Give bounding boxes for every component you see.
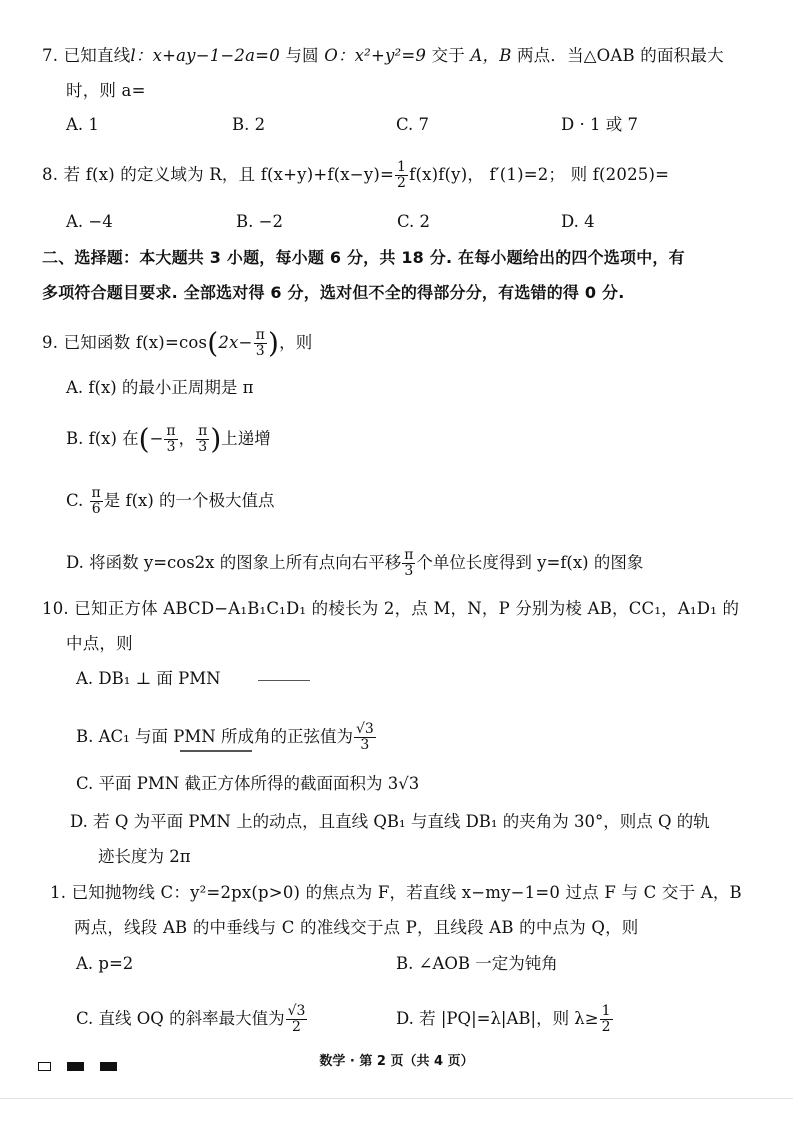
q9-text: ，则 xyxy=(279,333,313,352)
paren-right: ) xyxy=(210,422,222,456)
fraction-denominator: 3 xyxy=(360,737,370,753)
q7-text: 两点．当△OAB 的面积最大 xyxy=(516,46,724,65)
q8-number: 8. xyxy=(42,165,59,184)
fraction-numerator: √3 xyxy=(355,721,374,737)
fraction-numerator: π xyxy=(91,485,101,501)
fraction-denominator: 3 xyxy=(404,563,414,579)
q9-optb-text: B. f(x) 在 xyxy=(66,429,139,448)
q11-stem-line1 xyxy=(50,881,742,905)
q8-fraction xyxy=(395,160,408,191)
page-footer: 数学 · 第 2 页（共 4 页） xyxy=(319,1054,474,1069)
q10-option-c: C. 平面 PMN 截正方体所得的截面面积为 3√3 xyxy=(76,774,420,793)
section2-heading-line2: 多项符合题目要求. 全部选对得 6 分，选对但不全的得部分分，有选错的得 0 分. xyxy=(42,283,625,302)
q8-text: 则 f(2025)= xyxy=(570,165,670,184)
q7-option-b: B. 2 xyxy=(232,115,266,134)
q8-option-a: A. −4 xyxy=(66,212,113,231)
q9-option-a: A. f(x) 的最小正周期是 π xyxy=(66,378,254,397)
q7-number: 7. xyxy=(42,46,59,65)
q9-text: 已知函数 f(x)=cos xyxy=(63,333,208,352)
fraction-numerator: π xyxy=(198,423,208,439)
section2-heading-line1: 二、选择题：本大题共 3 小题，每小题 6 分，共 18 分. 在每小题给出的四个选项中，有 xyxy=(42,248,685,267)
bottom-rule xyxy=(0,1098,793,1099)
q9-optb-text: 上递增 xyxy=(221,429,271,448)
q9-inner: 2x− xyxy=(218,333,253,352)
q9-option-b: B. f(x) 在(− $\frac{\pi}{3}$ ， $\frac{\pi}{3}$ )上递增 xyxy=(66,422,271,456)
q7-stem-line2: 时，则 a= xyxy=(66,81,146,100)
q11-text: 已知抛物线 C：y²=2px(p>0) 的焦点为 F，若直线 x−my−1=0 过点 F 与 C 交于 A，B xyxy=(71,883,742,902)
fraction-numerator: √3 xyxy=(287,1003,306,1019)
fraction-denominator: 3 xyxy=(166,439,176,455)
q7-option-a: A. 1 xyxy=(66,115,99,134)
q11-stem-line2: 两点，线段 AB 的中垂线与 C 的准线交于点 P，且线段 AB 的中点为 Q，则 xyxy=(74,918,639,937)
q7-option-d: D · 1 或 7 xyxy=(561,115,638,134)
q8-condition: f′(1)=2； xyxy=(489,165,566,184)
fraction-denominator: 6 xyxy=(91,501,101,517)
q9-optb-frac2 xyxy=(196,424,209,455)
q9-option-c xyxy=(66,486,275,517)
q9-optd-text: D. 将函数 y=cos2x 的图象上所有点向右平移 xyxy=(66,553,402,572)
q7-text: 与圆 xyxy=(285,46,319,65)
q7-text: 交于 xyxy=(431,46,465,65)
q8-text: 若 f(x) 的定义域为 R，且 f(x+y)+f(x−y)= xyxy=(63,165,395,184)
fraction-numerator: π xyxy=(255,327,265,343)
q9-optb-frac1 xyxy=(164,424,177,455)
q7-text: 已知直线 xyxy=(63,46,131,65)
q7-circle-equation: O：x²+y²=9 xyxy=(324,46,427,65)
q10-optb-text: B. AC₁ 与面 PMN 所成角的正弦值为 xyxy=(76,727,353,746)
fraction-denominator: 2 xyxy=(397,175,407,191)
q9-optc-frac xyxy=(90,486,103,517)
q7-stem-line1 xyxy=(42,44,724,68)
q7-points: A，B xyxy=(470,46,512,65)
q11-option-a: A. p=2 xyxy=(76,954,134,973)
fraction-denominator: 3 xyxy=(198,439,208,455)
q10-number: 10. xyxy=(42,599,69,618)
fraction-denominator: 2 xyxy=(292,1019,301,1035)
scratch-mark xyxy=(258,680,310,681)
fraction-numerator: 1 xyxy=(397,159,407,175)
q9-optc-text: C. xyxy=(66,491,84,510)
fraction-numerator: π xyxy=(166,423,176,439)
q9-optd-frac xyxy=(402,548,415,579)
q9-number: 9. xyxy=(42,333,59,352)
q11-optc-frac xyxy=(286,1004,308,1035)
q11-optc-text: C. 直线 OQ 的斜率最大值为 xyxy=(76,1009,285,1028)
q7-option-c: C. 7 xyxy=(396,115,430,134)
q10-option-b xyxy=(76,722,377,753)
q10-stem-line2: 中点，则 xyxy=(66,634,133,653)
q11-optd-frac xyxy=(600,1004,613,1035)
q11-optd-text: D. 若 |PQ|=λ|AB|，则 λ≥ xyxy=(396,1009,599,1028)
q8-option-b: B. −2 xyxy=(236,212,283,231)
fraction-numerator: 1 xyxy=(601,1003,611,1019)
q11-number: 1. xyxy=(50,883,67,902)
q9-optd-text: 个单位长度得到 y=f(x) 的图象 xyxy=(416,553,644,572)
q8-stem xyxy=(42,160,669,191)
fraction-numerator: π xyxy=(404,547,414,563)
underline-mark xyxy=(180,750,252,752)
paren-left: ( xyxy=(207,326,219,360)
q9-optc-text: 是 f(x) 的一个极大值点 xyxy=(103,491,275,510)
q7-line-equation: l：x+ay−1−2a=0 xyxy=(130,46,280,65)
q10-option-d-line2: 迹长度为 2π xyxy=(98,847,191,866)
q9-stem xyxy=(42,328,313,359)
q10-optb-frac xyxy=(354,722,376,753)
q10-option-d-line1: D. 若 Q 为平面 PMN 上的动点，且直线 QB₁ 与直线 DB₁ 的夹角为 30°，则点 Q 的轨 xyxy=(70,812,710,831)
q8-option-c: C. 2 xyxy=(397,212,431,231)
q10-option-a: A. DB₁ ⊥ 面 PMN xyxy=(76,669,221,688)
q9-option-d xyxy=(66,548,643,579)
q10-stem-line1 xyxy=(42,597,739,621)
q11-option-d xyxy=(396,1004,614,1035)
q11-option-c xyxy=(76,1004,308,1035)
q11-option-b: B. ∠AOB 一定为钝角 xyxy=(396,954,558,973)
paren-left: ( xyxy=(138,422,150,456)
q9-fraction xyxy=(254,328,267,359)
q8-text: f(x)f(y)， xyxy=(409,165,485,184)
q10-text: 已知正方体 ABCD−A₁B₁C₁D₁ 的棱长为 2，点 M，N，P 分别为棱 AB，CC₁，A₁D₁ 的 xyxy=(74,599,740,618)
q8-option-d: D. 4 xyxy=(561,212,595,231)
paren-right: ) xyxy=(267,326,280,360)
fraction-denominator: 2 xyxy=(601,1019,611,1035)
fraction-denominator: 3 xyxy=(255,343,265,359)
